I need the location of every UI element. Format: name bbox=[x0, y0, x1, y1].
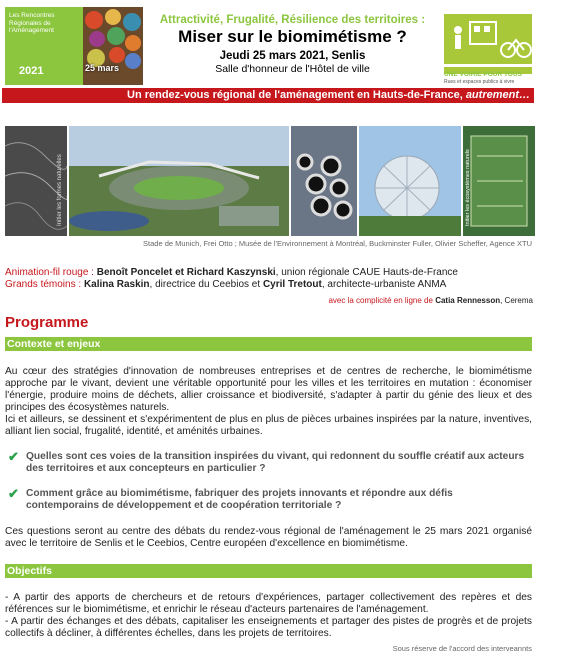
event-title: Miser sur le biomimétisme ? bbox=[178, 27, 407, 46]
xtu-facade-image bbox=[291, 126, 357, 236]
animation-line bbox=[5, 267, 540, 279]
voirie-logo-pictogram bbox=[444, 14, 532, 74]
voirie-logo-tagline: Rues et espaces publics à vivre bbox=[444, 79, 515, 85]
complicity-label: avec la complicité en ligne de bbox=[328, 296, 433, 305]
xtu-facade-photo bbox=[291, 126, 357, 236]
complicity-line bbox=[5, 296, 533, 305]
ecosystems-image bbox=[463, 126, 535, 236]
context-heading: Contexte et enjeux bbox=[5, 337, 532, 351]
context-paragraph-1: Au cœur des stratégies d'innovation de nombreuses entreprises et de centres de recherche, le biomimétisme approche par le vivant, devient une véritable opportunité pour les villes et les territoires en mutation : économiser l'énergie, produire moins de déchets, allier croissance et biodiversité, s'adapter à partir du génie des lieux et des principes des écosystèmes naturels. bbox=[5, 366, 532, 413]
animation-names: Benoît Poncelet et Richard Kaszynski bbox=[96, 267, 276, 278]
question-2-text: Comment grâce au biomimétisme, fabriquer des projets innovants et répondre aux défis contemporains de développement et de coopération territoriale ? bbox=[26, 488, 453, 511]
witness1-role: , directrice du Ceebios et bbox=[149, 279, 261, 290]
people-mosaic-image bbox=[83, 7, 143, 85]
programme-title: Programme bbox=[5, 314, 89, 331]
nature-forms-photo bbox=[5, 126, 67, 236]
event-place: Salle d'honneur de l'Hôtel de ville bbox=[215, 63, 370, 75]
witness-label: Grands témoins : bbox=[5, 279, 82, 290]
mosaic-date: 25 mars bbox=[85, 63, 120, 73]
witness2-name: Cyril Tretout bbox=[262, 279, 322, 290]
ecosystems-photo bbox=[463, 126, 535, 236]
context-paragraph-2: Ici et ailleurs, se dessinent et s'expérimentent de plus en plus de pièces urbaines inspirées par la nature, inventives, alliant lien social, frugalité, identité, et aménités urbaines. bbox=[5, 414, 532, 437]
event-topic: Attractivité, Frugalité, Résilience des territoires : bbox=[159, 14, 426, 26]
munich-stadium-image bbox=[69, 126, 289, 236]
event-header bbox=[145, 14, 440, 75]
biosphere-photo bbox=[359, 126, 461, 236]
banner-text: Un rendez-vous régional de l'aménagement en Hauts-de-France, bbox=[127, 89, 463, 101]
witness-line bbox=[5, 279, 540, 291]
banner-emphasis: autrement… bbox=[465, 89, 530, 101]
biosphere-image bbox=[359, 126, 461, 236]
rencontres-logo-year: 2021 bbox=[19, 65, 44, 77]
objective-2: - A partir des échanges et des débats, capitaliser les enseignements et partager des pistes de progrès et de projets collectifs à décliner, à différentes échelles, dans les projets de territoires. bbox=[5, 616, 532, 639]
question-1-text: Quelles sont ces voies de la transition inspirées du vivant, qui redonnent du souffle créatif aux acteurs des territoires et aux concepteurs en particulier ? bbox=[26, 451, 525, 474]
witness2-role: , architecte-urbaniste ANMA bbox=[321, 279, 447, 290]
checkmark-icon: ✔ bbox=[8, 449, 19, 464]
question-1 bbox=[8, 449, 526, 475]
witness1-name: Kalina Raskin bbox=[83, 279, 150, 290]
complicity-org: , Cerema bbox=[500, 296, 533, 305]
voirie-logo bbox=[444, 14, 532, 74]
rencontres-logo bbox=[5, 7, 83, 85]
event-banner bbox=[2, 88, 534, 103]
photo-caption: Stade de Munich, Frei Otto ; Musée de l'Environnement à Montréal, Buckminster Fuller, Olivier Scheffer, Agence XTU bbox=[143, 239, 532, 248]
munich-stadium-photo bbox=[69, 126, 289, 236]
nature-forms-texture bbox=[5, 126, 67, 236]
checkmark-icon: ✔ bbox=[8, 486, 19, 501]
objectives-heading: Objectifs bbox=[5, 564, 532, 578]
ecosystems-label: Initier les écosystèmes naturels bbox=[465, 149, 471, 226]
rencontres-logo-text: Les Rencontres Régionales de l'Aménagement bbox=[9, 12, 55, 34]
photo-strip bbox=[5, 126, 535, 236]
animation-label: Animation-fil rouge : bbox=[5, 267, 94, 278]
voirie-logo-name: UNE VOIRIE POUR TOUS bbox=[444, 71, 522, 78]
speakers-block bbox=[5, 267, 540, 291]
question-2 bbox=[8, 486, 526, 512]
event-date: Jeudi 25 mars 2021, Senlis bbox=[219, 50, 366, 62]
context-paragraph-3: Ces questions seront au centre des débats du rendez-vous régional de l'aménagement le 25 mars 2021 organisé avec le territoire de Senlis et le Ceebios, Centre européen d'excellence en biomimétisme. bbox=[5, 526, 532, 549]
complicity-name: Catia Rennesson bbox=[435, 296, 501, 305]
objective-1: - A partir des apports de chercheurs et de retours d'expériences, partager collectivement des repères et des références sur le biomimétisme, et enrichir le réseau d'acteurs partenaires de l'aménagement. bbox=[5, 592, 532, 615]
nature-forms-label: Initier les formes naturelles bbox=[57, 154, 63, 226]
reserve-note: Sous réserve de l'accord des interveannts bbox=[392, 644, 532, 653]
animation-role: , union régionale CAUE Hauts-de-France bbox=[275, 267, 458, 278]
